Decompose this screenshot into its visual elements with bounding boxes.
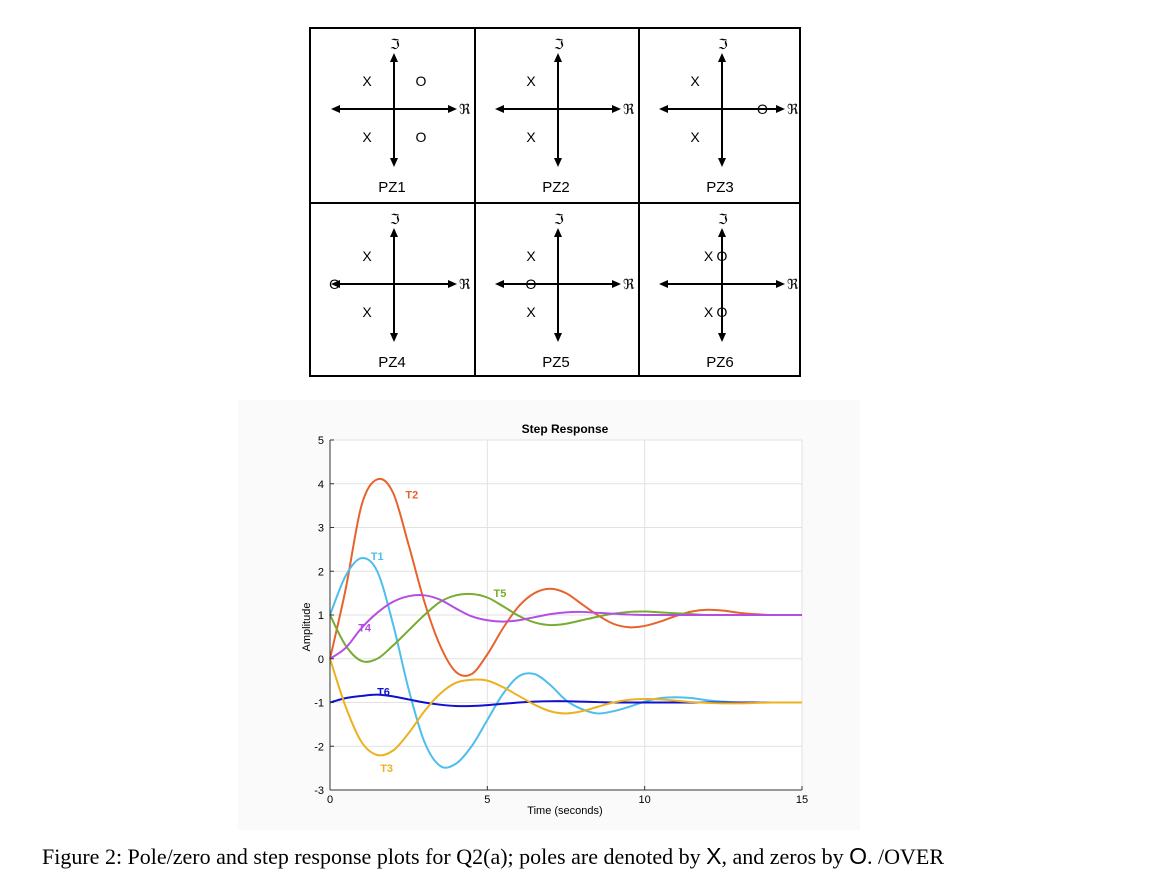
zero-marker: O: [716, 304, 728, 320]
pole-marker: X: [362, 73, 372, 89]
y-tick-label: 0: [317, 653, 324, 666]
real-axis-symbol: ℜ: [623, 103, 635, 118]
pole-marker: X: [526, 73, 536, 89]
imag-axis-arrow-up: [390, 228, 398, 237]
pole-marker: X: [703, 248, 714, 264]
zero-marker: O: [415, 73, 427, 89]
caption-middle: , and zeros by: [721, 844, 850, 869]
pz-plot-4: [311, 204, 473, 378]
y-tick-label: -1: [314, 697, 324, 710]
imag-axis-arrow-up: [718, 228, 726, 237]
pz-label: PZ1: [378, 179, 406, 196]
real-axis-symbol: ℜ: [787, 103, 799, 118]
figure-caption: [42, 843, 1142, 870]
pole-marker: X: [362, 304, 372, 320]
caption-pole-symbol: X: [706, 843, 722, 869]
zero-marker: O: [757, 101, 768, 117]
x-tick-label: 15: [795, 794, 809, 806]
zero-marker: O: [329, 276, 341, 292]
pz-plot-5: [475, 204, 637, 378]
real-axis-arrow-left: [495, 105, 504, 113]
step-response-svg: [238, 400, 860, 830]
series-label-t5: T5: [493, 588, 507, 601]
series-label-t1: T1: [370, 550, 384, 563]
imag-axis-symbol: ℑ: [554, 213, 564, 228]
imag-axis-arrow-up: [554, 53, 562, 62]
x-tick-label: 10: [638, 794, 651, 806]
real-axis-arrow-left: [659, 105, 668, 113]
grid-divider: [311, 202, 799, 204]
real-axis-symbol: ℜ: [787, 278, 799, 293]
pz-panel-4: [311, 204, 473, 378]
pole-marker: X: [526, 248, 536, 264]
imag-axis-symbol: ℑ: [390, 38, 400, 53]
pz-label: PZ3: [706, 179, 734, 196]
pz-plot-1: [311, 29, 473, 203]
imag-axis-arrow-down: [554, 158, 562, 167]
pz-label: PZ4: [378, 354, 406, 371]
y-tick-label: -3: [314, 785, 324, 797]
imag-axis-arrow-up: [390, 53, 398, 62]
pole-marker: X: [362, 129, 372, 145]
pole-marker: X: [526, 129, 536, 145]
x-axis-label: Time (seconds): [527, 805, 603, 817]
y-tick-label: 4: [317, 478, 324, 491]
y-tick-label: -2: [314, 741, 324, 754]
pole-marker: X: [362, 248, 372, 264]
real-axis-arrow-right: [448, 105, 457, 113]
imag-axis-symbol: ℑ: [554, 38, 564, 53]
y-tick-label: 5: [317, 435, 324, 447]
y-tick-label: 3: [317, 522, 324, 535]
real-axis-arrow-left: [659, 280, 668, 288]
pz-label: PZ5: [542, 354, 570, 371]
pole-zero-grid: [309, 27, 801, 377]
pz-plot-3: [639, 29, 801, 203]
zero-marker: O: [415, 129, 427, 145]
zero-marker: O: [525, 276, 537, 292]
real-axis-arrow-right: [612, 105, 621, 113]
imag-axis-arrow-up: [718, 53, 726, 62]
pz-panel-5: [475, 204, 637, 378]
caption-suffix: . /OVER: [867, 844, 945, 869]
imag-axis-arrow-down: [554, 333, 562, 342]
pz-panel-1: [311, 29, 473, 203]
pole-marker: X: [526, 304, 536, 320]
step-response-chart: [238, 400, 860, 830]
imag-axis-arrow-down: [718, 158, 726, 167]
zero-marker: O: [716, 248, 728, 264]
series-label-t2: T2: [405, 489, 419, 502]
imag-axis-arrow-down: [390, 333, 398, 342]
real-axis-symbol: ℜ: [459, 278, 471, 293]
series-label-t6: T6: [377, 686, 390, 699]
imag-axis-arrow-down: [718, 333, 726, 342]
caption-zero-symbol: O: [849, 843, 868, 869]
imag-axis-symbol: ℑ: [718, 213, 728, 228]
imag-axis-arrow-up: [554, 228, 562, 237]
real-axis-symbol: ℜ: [623, 278, 635, 293]
pole-marker: X: [703, 304, 714, 320]
real-axis-arrow-left: [495, 280, 504, 288]
pz-panel-2: [475, 29, 637, 203]
caption-prefix: Figure 2: Pole/zero and step response plots for Q2(a); poles are denoted by: [42, 844, 707, 869]
real-axis-symbol: ℜ: [459, 103, 471, 118]
real-axis-arrow-right: [612, 280, 621, 288]
pole-marker: X: [690, 73, 700, 89]
pz-label: PZ2: [542, 179, 570, 196]
pz-plot-6: [639, 204, 801, 378]
series-label-t3: T3: [380, 763, 394, 776]
pz-plot-2: [475, 29, 637, 203]
imag-axis-arrow-down: [390, 158, 398, 167]
y-axis-label: Amplitude: [301, 602, 313, 652]
pz-panel-6: [639, 204, 801, 378]
imag-axis-symbol: ℑ: [718, 38, 728, 53]
pole-marker: X: [690, 129, 700, 145]
pz-label: PZ6: [706, 354, 734, 371]
y-tick-label: 1: [317, 610, 324, 622]
x-tick-label: 0: [326, 794, 334, 806]
series-label-t4: T4: [358, 622, 372, 635]
imag-axis-symbol: ℑ: [390, 213, 400, 228]
chart-title: Step Response: [521, 422, 609, 436]
pz-panel-3: [639, 29, 801, 203]
real-axis-arrow-right: [448, 280, 457, 288]
real-axis-arrow-right: [776, 105, 785, 113]
real-axis-arrow-left: [331, 105, 340, 113]
real-axis-arrow-right: [776, 280, 785, 288]
y-tick-label: 2: [317, 566, 324, 579]
x-tick-label: 5: [484, 794, 491, 806]
